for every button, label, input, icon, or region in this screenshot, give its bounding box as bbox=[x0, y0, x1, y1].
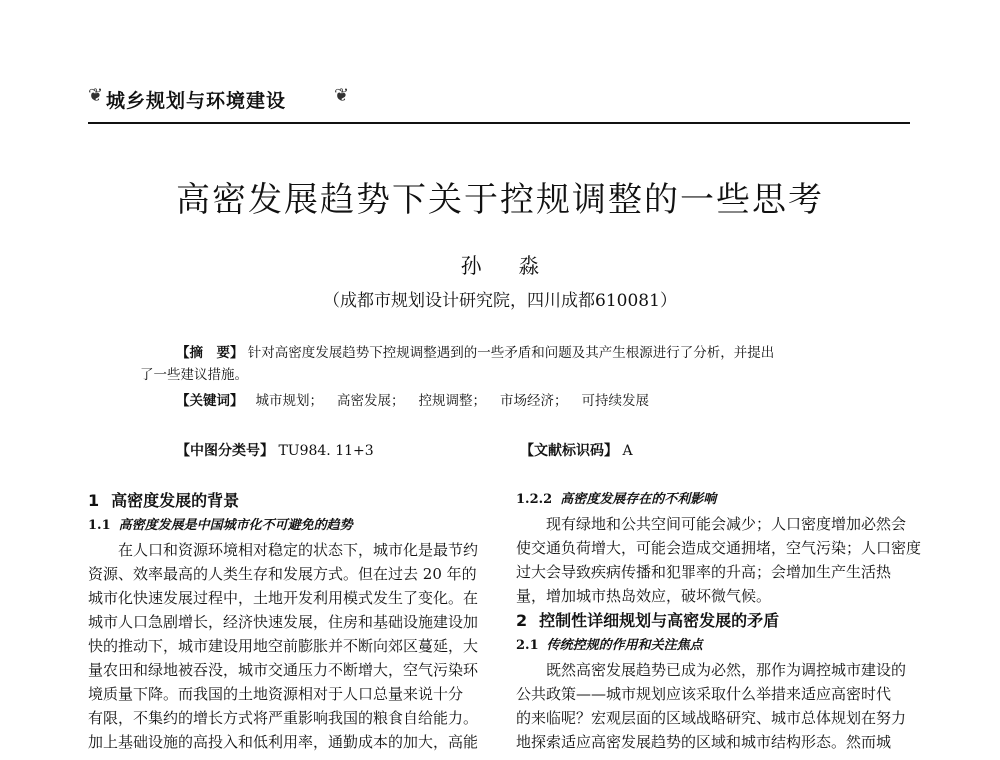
paper-title: 高密发展趋势下关于控规调整的一些思考 bbox=[176, 180, 824, 220]
body-line: 城市人口急剧增长，经济快速发展，住房和基础设施建设加 bbox=[88, 613, 479, 631]
doc-value: A bbox=[622, 443, 633, 459]
paper-author: 孙 淼 bbox=[460, 254, 540, 278]
clc-number bbox=[176, 440, 374, 460]
ornament-icon-left: ❦ bbox=[88, 85, 104, 106]
subsection-heading-1-2-2: 1.2.2 高密度发展存在的不利影响 bbox=[516, 492, 717, 507]
abstract-text-1: 针对高密度发展趋势下控规调整遇到的一些矛盾和问题及其产生根源进行了分析，并提出 bbox=[247, 345, 775, 361]
body-line: 资源、效率最高的人类生存和发展方式。但在过去 20 年的 bbox=[88, 565, 477, 583]
left-column bbox=[88, 488, 488, 754]
keyword: 控规调整； bbox=[418, 393, 486, 409]
header-rule bbox=[88, 122, 910, 124]
abstract-text-2: 了一些建议措施。 bbox=[140, 367, 248, 383]
body-line: 量，增加城市热岛效应，破坏微气候。 bbox=[516, 587, 772, 605]
body-line: 在人口和资源环境相对稳定的状态下，城市化是最节约 bbox=[118, 541, 479, 559]
ornament-icon-right: ❦ bbox=[334, 85, 350, 106]
body-line: 过大会导致疾病传播和犯罪率的升高；会增加生产生活热 bbox=[516, 563, 892, 581]
right-column bbox=[516, 488, 922, 754]
clc-label: 【中图分类号】 bbox=[176, 443, 274, 459]
journal-section-title: 城乡规划与环境建设 bbox=[106, 90, 287, 112]
doc-code bbox=[520, 440, 633, 460]
abstract bbox=[140, 342, 860, 386]
paper-affiliation: （成都市规划设计研究院，四川成都610081） bbox=[323, 291, 677, 311]
doc-label: 【文献标识码】 bbox=[520, 443, 618, 459]
body-line: 量农田和绿地被吞没，城市交通压力不断增大，空气污染环 bbox=[88, 661, 479, 679]
subsection-heading-1-1: 1.1 高密度发展是中国城市化不可避免的趋势 bbox=[88, 518, 353, 533]
body-line: 快的推动下，城市建设用地空前膨胀并不断向郊区蔓延，大 bbox=[88, 637, 479, 655]
section-heading-2: 2 控制性详细规划与高密发展的矛盾 bbox=[516, 611, 780, 630]
abstract-line-1 bbox=[140, 342, 860, 364]
keyword: 市场经济； bbox=[500, 393, 568, 409]
keywords bbox=[176, 390, 876, 412]
body-line: 境质量下降。而我国的土地资源相对于人口总量来说十分 bbox=[88, 685, 464, 703]
journal-header bbox=[88, 80, 910, 124]
keyword: 可持续发展 bbox=[581, 393, 649, 409]
body-line: 地探索适应高密发展趋势的区域和城市结构形态。然而城 bbox=[516, 733, 892, 751]
abstract-label: 【摘 要】 bbox=[176, 345, 244, 361]
keywords-label: 【关键词】 bbox=[176, 393, 244, 409]
body-line: 有限，不集约的增长方式将严重影响我国的粮食自给能力。 bbox=[88, 709, 479, 727]
keyword: 高密发展； bbox=[337, 393, 405, 409]
body-line: 现有绿地和公共空间可能会减少；人口密度增加必然会 bbox=[546, 515, 907, 533]
body-line: 加上基础设施的高投入和低利用率，通勤成本的加大，高能 bbox=[88, 733, 479, 751]
body-line: 城市化快速发展过程中，土地开发利用模式发生了变化。在 bbox=[88, 589, 479, 607]
body-line: 的来临呢？宏观层面的区域战略研究、城市总体规划在努力 bbox=[516, 709, 907, 727]
clc-value: TU984. 11+3 bbox=[278, 443, 374, 459]
body-line: 既然高密发展趋势已成为必然，那作为调控城市建设的 bbox=[546, 661, 907, 679]
section-heading-1: 1 高密度发展的背景 bbox=[88, 491, 240, 510]
keyword: 城市规划； bbox=[255, 393, 323, 409]
body-line: 公共政策——城市规划应该采取什么举措来适应高密时代 bbox=[516, 685, 892, 703]
body-line: 使交通负荷增大，可能会造成交通拥堵，空气污染；人口密度 bbox=[516, 539, 922, 557]
subsection-heading-2-1: 2.1 传统控规的作用和关注焦点 bbox=[516, 638, 703, 653]
